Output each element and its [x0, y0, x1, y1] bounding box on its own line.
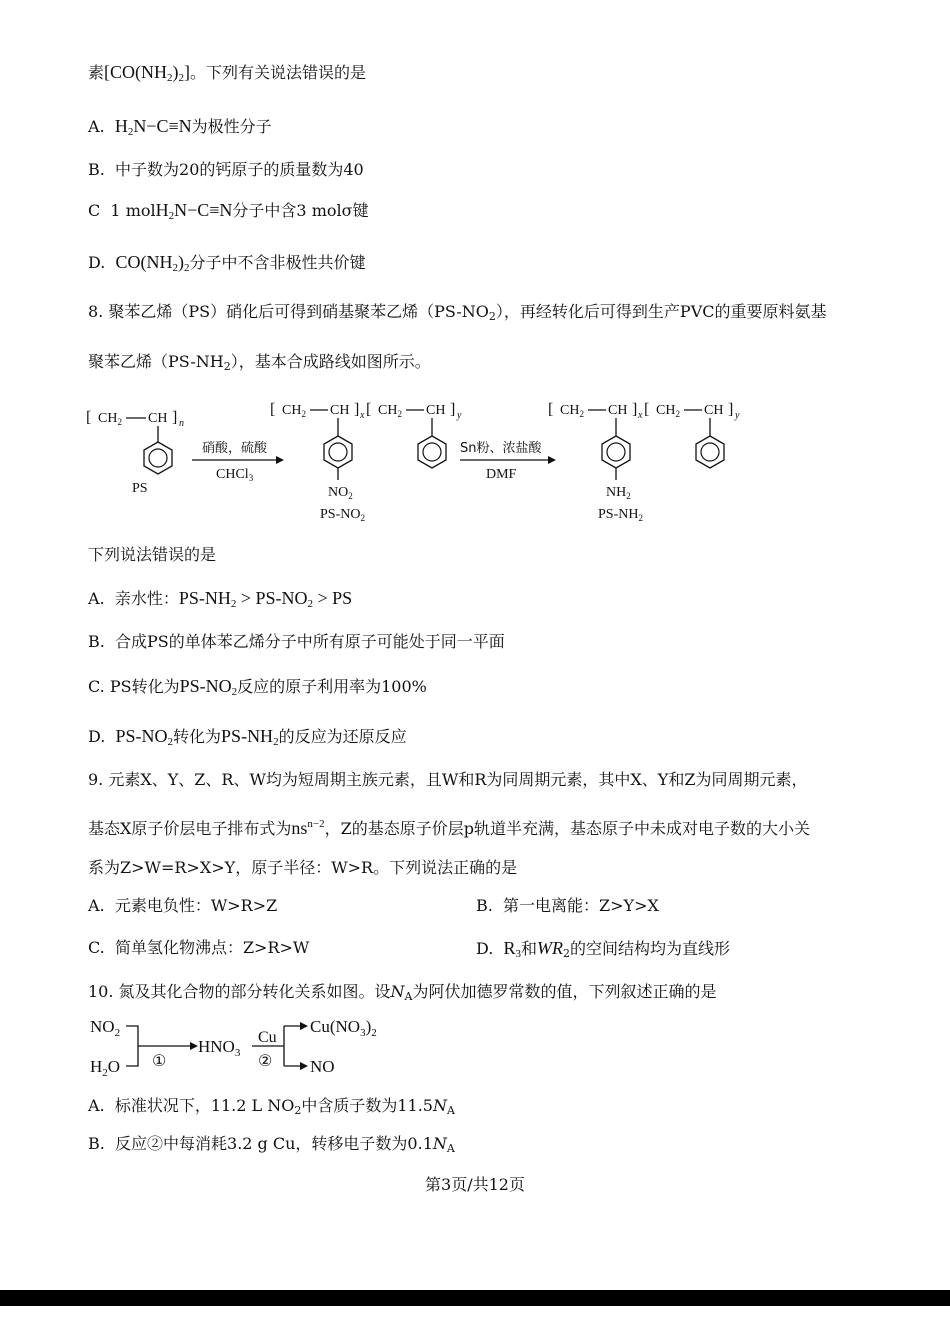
svg-text:y: y — [457, 410, 462, 421]
svg-text:NO2: $NO_2$ — [90, 1017, 121, 1039]
svg-text:PS-NH2: $PS-NH_2$ — [598, 507, 643, 523]
q8-option-d: D. $PS-NO_2$转化为$PS-NH_2$的反应为还原反应 — [88, 726, 407, 748]
svg-text:x: x — [638, 410, 643, 421]
ps-structure — [86, 409, 184, 496]
ps-nh2-structure — [548, 401, 740, 523]
svg-text:Cu(NO3)2: $Cu(NO_3)_2$ — [310, 1017, 377, 1039]
svg-text:①: ① — [152, 1053, 167, 1070]
svg-text:PS-NO2: $PS-NO_2$ — [320, 507, 365, 523]
q7-option-d: D. $CO(NH_2)_2$分子中不含非极性共价键 — [88, 252, 366, 274]
svg-text:NH2: $NH_2$ — [606, 485, 631, 501]
ps-no2-structure — [270, 401, 462, 523]
q8-prompt: 下列说法错误的是 — [88, 545, 217, 564]
svg-text:CH2: $CH_2$ — [656, 403, 680, 419]
svg-text:CHCl3: CHCl$_3$ — [216, 467, 254, 483]
svg-text:CH: CH — [608, 403, 628, 418]
svg-text:[: [ — [548, 401, 554, 418]
svg-text:[: [ — [644, 401, 650, 418]
q8-option-c: C. PS转化为$PS-NO_2$反应的原子利用率为100% — [88, 676, 427, 698]
reaction-arrow-2 — [460, 440, 556, 482]
svg-text:]: ] — [172, 409, 178, 426]
q10-option-b: B. 反应②中每消耗3.2 g Cu，转移电子数为$0.1N_A$ — [88, 1134, 455, 1155]
q9-stem-line2: 基态X原子价层电子排布式为$ns^{n-2}$，Z的基态原子价层p轨道半充满，基态原子中未成对电子数的大小关 — [88, 818, 811, 838]
q10-stem: 10. 氮及其化合物的部分转化关系如图。设$N_A$为阿伏加德罗常数的值，下列叙述正确的是 — [88, 982, 717, 1003]
q8-option-b: B. 合成PS的单体苯乙烯分子中所有原子可能处于同一平面 — [88, 632, 505, 651]
reaction-arrow-1 — [192, 440, 284, 483]
q9-option-d: D. $R_3$和$WR_2$的空间结构均为直线形 — [476, 938, 731, 960]
svg-text:]: ] — [450, 401, 456, 418]
svg-text:NO2: $NO_2$ — [328, 485, 353, 501]
q9-option-b: B. 第一电离能：Z>Y>X — [476, 896, 659, 915]
svg-text:y: y — [735, 410, 740, 421]
svg-text:]: ] — [632, 401, 638, 418]
scan-edge-bar — [0, 1290, 950, 1306]
svg-text:CH2: $CH_2$ — [560, 403, 584, 419]
svg-text:CH2: $CH_2$ — [378, 403, 402, 419]
q9-option-a: A. 元素电负性：W>R>Z — [88, 896, 278, 915]
q8-stem-line1: 8. 聚苯乙烯（PS）硝化后可得到硝基聚苯乙烯$(PS-NO_2)$，再经转化后可得到生产PVC的重要原料氨基 — [88, 302, 827, 323]
svg-text:PS: PS — [132, 481, 148, 496]
svg-text:CH2: $CH_2$ — [282, 403, 306, 419]
ps-synthesis-scheme — [80, 392, 800, 532]
svg-text:硝酸，硫酸: 硝酸，硫酸 — [202, 441, 268, 456]
svg-text:[: [ — [366, 401, 372, 418]
q10-option-a: A. 标准状况下，11.2 L $NO_2$中含质子数为$11.5N_A$ — [88, 1096, 455, 1117]
svg-text:]: ] — [354, 401, 360, 418]
q7-option-b: B. 中子数为20的钙原子的质量数为40 — [88, 160, 364, 179]
svg-text:CH: CH — [426, 403, 446, 418]
q9-stem-line3: 系为Z>W=R>X>Y，原子半径：W>R。下列说法正确的是 — [88, 858, 518, 877]
svg-text:CH: CH — [704, 403, 724, 418]
svg-text:CH: CH — [148, 411, 168, 426]
svg-text:[: [ — [86, 409, 92, 426]
svg-text:[: [ — [270, 401, 276, 418]
q9-stem-line1: 9. 元素X、Y、Z、R、W均为短周期主族元素，且W和R为同周期元素，其中X、Y和Z为同周期元素， — [88, 770, 808, 789]
q7-option-a: A. $H_2N-C\equiv N$为极性分子 — [88, 116, 272, 138]
q8-stem-line2: 聚苯乙烯$(PS-NH_2)$，基本合成路线如图所示。 — [88, 352, 431, 373]
page-footer: 第3页/共12页 — [425, 1175, 525, 1194]
svg-text:x: x — [360, 410, 365, 421]
nitrogen-conversion-diagram — [86, 1012, 406, 1082]
svg-text:CH2: $CH_2$ — [98, 411, 122, 427]
svg-text:H2O: $H_2O$ — [90, 1057, 121, 1079]
svg-text:Sn粉、浓盐酸: Sn粉、浓盐酸 — [460, 441, 542, 456]
q8-option-a: A. 亲水性：$PS-NH_2 > PS-NO_2$ > PS — [88, 588, 353, 610]
q7-option-c: C 1 molH$_2$N−C≡N分子中含3 molσ键 — [88, 200, 369, 222]
svg-text:Cu: Cu — [258, 1029, 277, 1046]
svg-text:n: n — [179, 418, 184, 429]
svg-text:CH: CH — [330, 403, 350, 418]
q9-option-c: C. 简单氢化物沸点：Z>R>W — [88, 938, 310, 957]
svg-text:DMF: DMF — [486, 467, 517, 482]
q7-stem-tail: 素$[CO(NH_2)_2]$。下列有关说法错误的是 — [88, 62, 367, 84]
svg-text:]: ] — [728, 401, 734, 418]
svg-text:HNO3: $HNO_3$ — [198, 1037, 241, 1059]
svg-text:NO: NO — [310, 1057, 335, 1076]
svg-text:②: ② — [258, 1053, 273, 1070]
